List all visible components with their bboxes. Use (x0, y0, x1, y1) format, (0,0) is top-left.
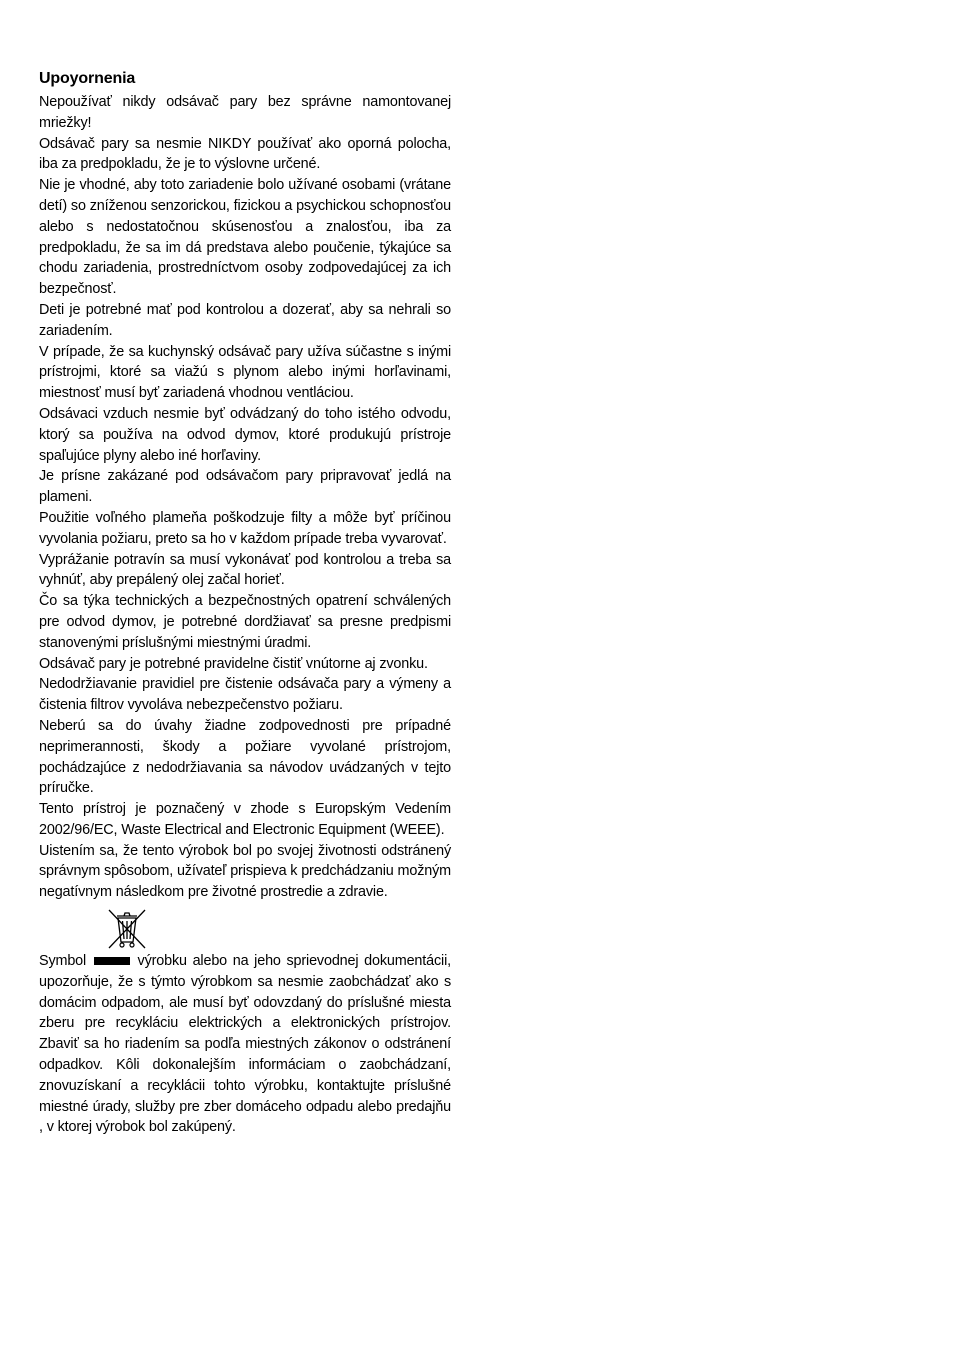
paragraph-open-flame: Použitie voľného plameňa poškodzuje filty a môže byť príčinou vyvolania požiaru, preto sa ho v každom prípade treba vyvarovať. (39, 509, 451, 547)
paragraph-ventilation: V prípade, že sa kuchynský odsávač pary užíva súčastne s inými prístrojmi, ktoré sa viažú s plynom alebo inými horľavinami, miestnosť musí byť zariadená vhodnou ventláciou. (39, 343, 451, 402)
black-bar-symbol (94, 957, 130, 965)
paragraph-disposal: Uistením sa, že tento výrobok bol po svojej životnosti odstránený správnym spôsobom, užívateľ prispieva k predchádzaniu možným negatívnym následkom pre životné prostredie a zdravie. (39, 842, 451, 901)
paragraph-exhaust-air: Odsávaci vzduch nesmie byť odvádzaný do toho istého odvodu, ktorý sa používa na odvod dymov, ktoré produkujú prístroje spaľujúce plyny alebo iné horľaviny. (39, 405, 451, 464)
section-heading: Upoyornenia (39, 70, 136, 87)
paragraph-support-surface: Odsávač pary sa nesmie NIKDY používať ako oporná polocha, iba za predpokladu, že je to výslovne určené. (39, 135, 451, 173)
paragraph-fire-risk: Nedodržiavanie pravidiel pre čistenie odsávača pary a výmeny a čistenia filtrov vyvoláva nebezpečenstvo požiaru. (39, 676, 451, 714)
paragraph-cleaning: Odsávač pary je potrebné pravidelne čistiť vnútorne aj zvonku. (39, 655, 428, 672)
symbol-description: výrobku alebo na jeho sprievodnej dokumentácii, upozorňuje, že s týmto výrobkom sa nesmie zaobchádzať ako s domácim odpadom, ale musí byť odovzdaný do príslušné miesta zberu pre recykláciu elektrických a elektronických prístrojov. Zbaviť sa ho riadením sa podľa miestných zákonov o odstránení odpadkov. Kôli dokonalejším informáciam o zaobchádzaní, znovuzískaní a recyklácii tohto výrobku, kontaktujte príslušné miestné úrady, služby pre zber domáceho odpadu alebo predajňu , v ktorej výrobok bol zakúpený. (39, 953, 451, 1136)
weee-icon-wrapper (39, 903, 451, 951)
paragraph-children: Deti je potrebné mať pod kontrolou a dozerať, aby sa nehrali so zariadením. (39, 301, 451, 339)
paragraph-weee-directive: Tento prístroj je poznačený v zhode s Europským Vedením 2002/96/EC, Waste Electrical and Electronic Equipment (WEEE). (39, 801, 451, 838)
paragraph-reduced-capability: Nie je vhodné, aby toto zariadenie bolo užívané osobami (vrátane detí) so zníženou senzorickou, fizickou a psychickou schopnosťou alebo s nedostatočnou skúsenosťou a znalosťou, iba za predpokladu, že sa im dá predstava alebo poučenie, týkajúce sa chodu zariadenia, prostredníctvom osoby zodpovedajúcej za ich bezpečnosť. (39, 177, 451, 298)
paragraph-frying: Vyprážanie potravín sa musí vykonávať pod kontrolou a treba sa vyhnúť, aby prepálený olej začal horieť. (39, 551, 451, 589)
paragraph-flambe: Je prísne zakázané pod odsávačom pary pripravovať jedlá na plameni. (39, 468, 451, 506)
paragraph-symbol (39, 951, 451, 1138)
paragraph-liability: Neberú sa do úvahy žiadne zodpovednosti pre prípadné neprimerannosti, škody a požiare vyvolané prístrojom, pochádzajúce z nedodržiavania sa návodov uvádzaných v tejto príručke. (39, 717, 451, 797)
warnings-column (39, 68, 451, 1138)
paragraph-grille: Nepoužívať nikdy odsávač pary bez správne namontovanej mriežky! (39, 94, 451, 131)
paragraph-regulations: Čo sa týka technických a bezpečnostných opatrení schválených pre odvod dymov, je potrebné dordžiavať sa presne predpismi stanovenými príslušnými miestnými úradmi. (39, 593, 451, 651)
crossed-out-wheelie-bin-icon (105, 906, 149, 950)
symbol-label: Symbol (39, 953, 87, 970)
